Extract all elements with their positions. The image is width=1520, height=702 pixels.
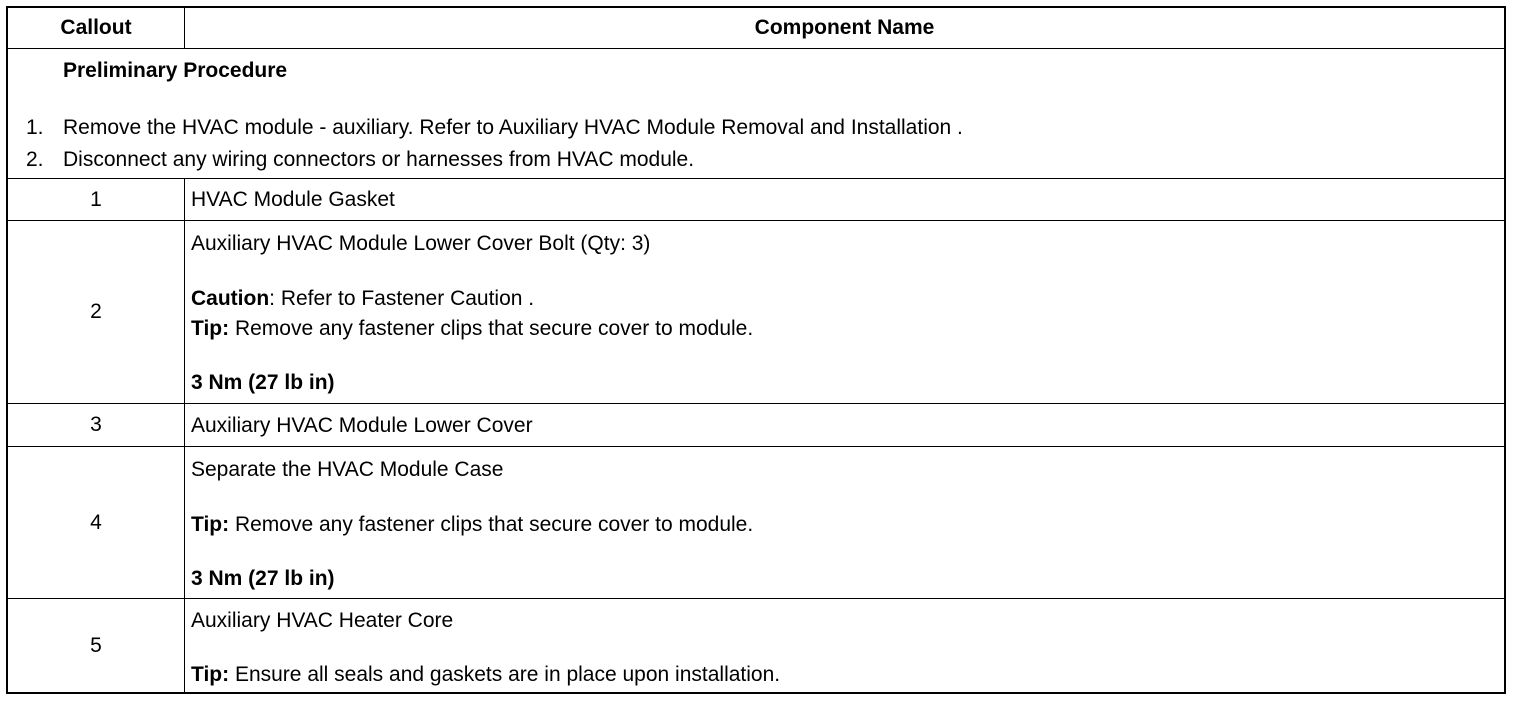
torque-spec: 3 Nm (27 lb in) xyxy=(191,371,335,394)
table-header-row xyxy=(8,8,1504,49)
tip-text: Remove any fastener clips that secure cover to module. xyxy=(229,317,754,340)
table-row xyxy=(8,599,1504,692)
callout-cell: 3 xyxy=(8,404,185,446)
caution-text: : Refer to Fastener Caution . xyxy=(269,287,535,310)
tip-text: Remove any fastener clips that secure cover to module. xyxy=(229,513,754,536)
callout-column-header: Callout xyxy=(8,8,185,48)
tip-note xyxy=(191,663,780,687)
component-name: Auxiliary HVAC Heater Core xyxy=(191,609,454,632)
callout-cell: 1 xyxy=(8,179,185,220)
callout-cell: 5 xyxy=(8,599,185,692)
tip-note xyxy=(191,513,753,537)
callout-cell: 2 xyxy=(8,221,185,403)
step-text: Remove the HVAC module - auxiliary. Refer to Auxiliary HVAC Module Removal and Installation . xyxy=(63,116,963,139)
step-number: 2. xyxy=(26,148,44,171)
caution-label: Caution xyxy=(191,287,270,310)
preliminary-step xyxy=(26,116,963,140)
table-row xyxy=(8,179,1504,221)
preliminary-procedure xyxy=(8,49,1504,179)
tip-label: Tip: xyxy=(191,663,230,686)
component-name: Auxiliary HVAC Module Lower Cover Bolt (Qty: 3) xyxy=(191,232,651,255)
tip-note xyxy=(191,317,753,341)
component-name: Auxiliary HVAC Module Lower Cover xyxy=(191,414,533,437)
component-table xyxy=(6,6,1506,694)
component-name-column-header: Component Name xyxy=(754,16,935,39)
preliminary-procedure-title: Preliminary Procedure xyxy=(63,59,288,82)
tip-label: Tip: xyxy=(191,513,230,536)
step-text: Disconnect any wiring connectors or harnesses from HVAC module. xyxy=(63,148,695,171)
caution-note xyxy=(191,287,534,311)
table-row xyxy=(8,404,1504,447)
step-number: 1. xyxy=(26,116,44,139)
table-row xyxy=(8,447,1504,599)
component-name-cell xyxy=(185,179,1504,220)
torque-spec: 3 Nm (27 lb in) xyxy=(191,567,335,590)
component-name-cell xyxy=(185,447,1504,598)
component-name-cell xyxy=(185,404,1504,446)
table-row xyxy=(8,221,1504,404)
callout-cell: 4 xyxy=(8,447,185,598)
component-name-cell xyxy=(185,221,1504,403)
component-name: Separate the HVAC Module Case xyxy=(191,458,504,481)
preliminary-step xyxy=(26,148,694,172)
component-name: HVAC Module Gasket xyxy=(191,188,395,211)
component-name-cell xyxy=(185,599,1504,692)
tip-text: Ensure all seals and gaskets are in place upon installation. xyxy=(229,663,781,686)
tip-label: Tip: xyxy=(191,317,230,340)
